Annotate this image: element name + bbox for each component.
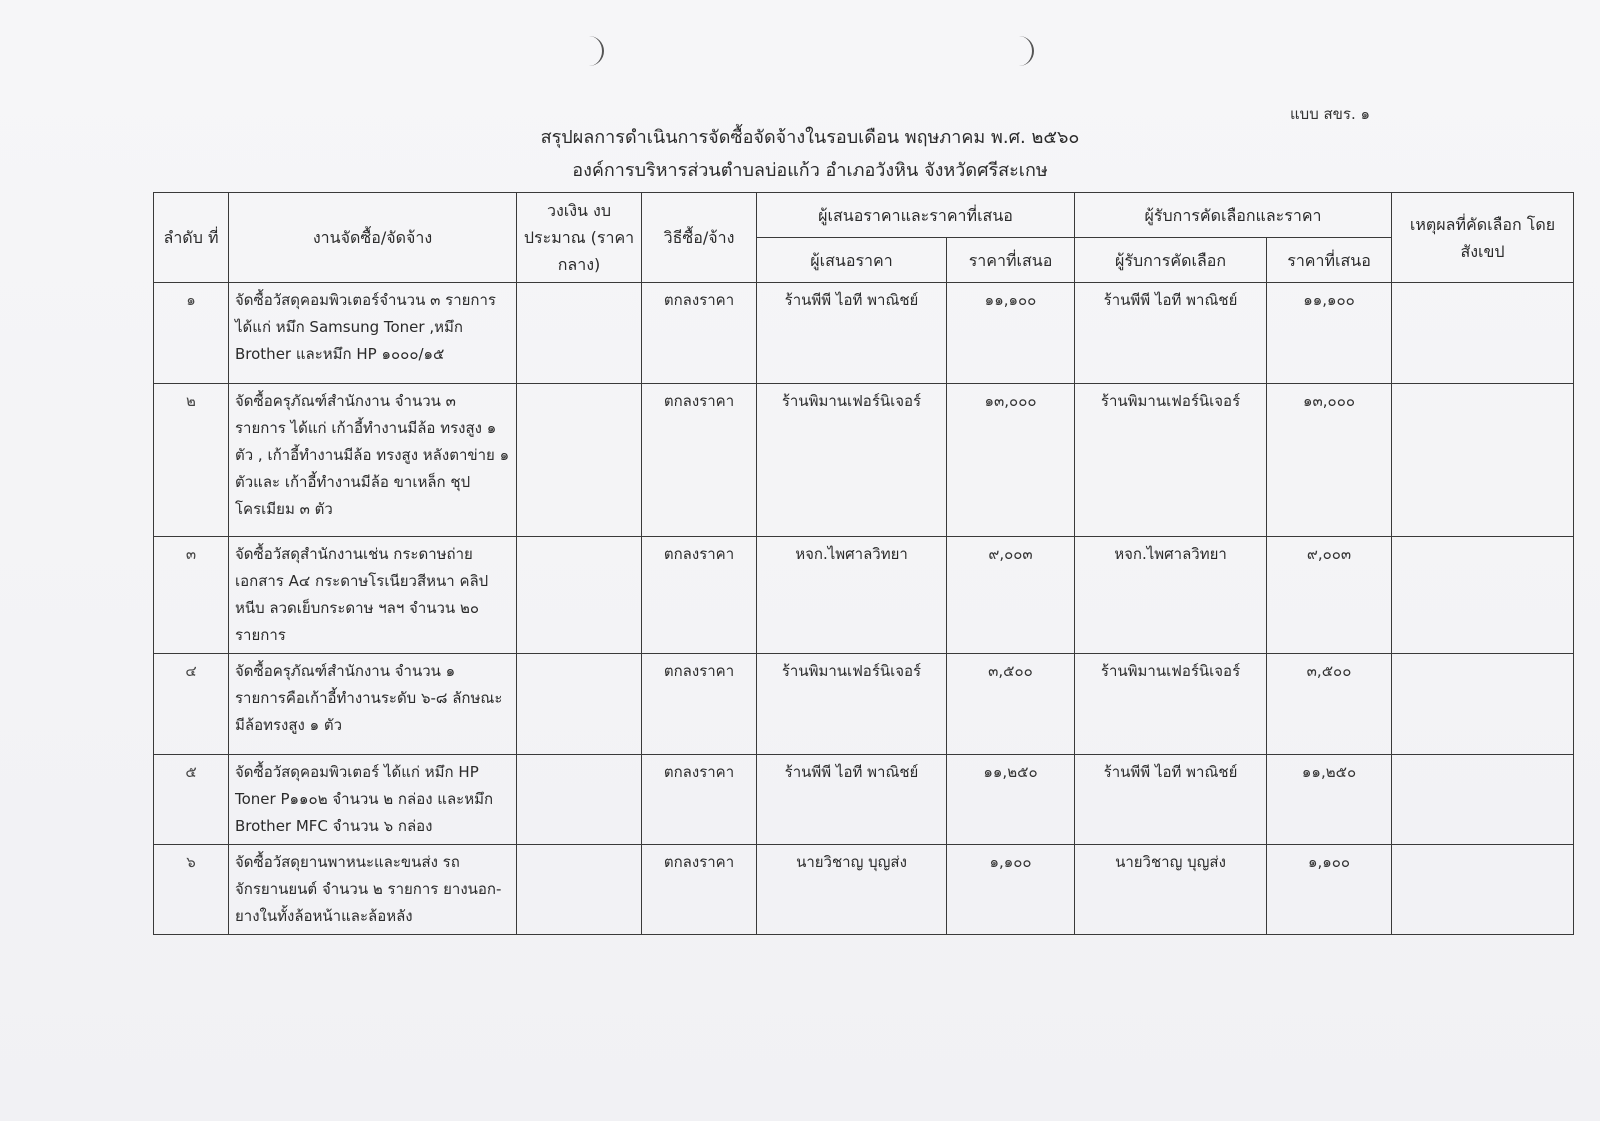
cell-winner: หจก.ไพศาลวิทยา [1075, 537, 1267, 654]
cell-winner-price: ๑๑,๑๐๐ [1267, 283, 1392, 384]
header-budget: วงเงิน งบประมาณ (ราคากลาง) [517, 193, 642, 283]
cell-budget [517, 384, 642, 537]
cell-bid-price: ๑๑,๑๐๐ [947, 283, 1075, 384]
cell-winner: ร้านพีพี ไอที พาณิชย์ [1075, 755, 1267, 845]
cell-winner: ร้านพีพี ไอที พาณิชย์ [1075, 283, 1267, 384]
cell-task: จัดซื้อครุภัณฑ์สำนักงาน จำนวน ๑ รายการคือเก้าอี้ทำงานระดับ ๖-๘ ลักษณะมีล้อทรงสูง ๑ ตัว [229, 654, 517, 755]
table-row [154, 537, 1574, 654]
table-row [154, 384, 1574, 537]
cell-bidder: ร้านพิมานเฟอร์นิเจอร์ [757, 384, 947, 537]
header-no: ลำดับ ที่ [154, 193, 229, 283]
table-row [154, 755, 1574, 845]
cell-reason [1392, 845, 1574, 935]
cell-reason [1392, 283, 1574, 384]
cell-winner-price: ๑๑,๒๕๐ [1267, 755, 1392, 845]
header-bidder: ผู้เสนอราคา [757, 238, 947, 283]
cell-winner-price: ๑,๑๐๐ [1267, 845, 1392, 935]
cell-winner: ร้านพิมานเฟอร์นิเจอร์ [1075, 384, 1267, 537]
header-winner-price: ราคาที่เสนอ [1267, 238, 1392, 283]
cell-method: ตกลงราคา [642, 654, 757, 755]
cell-bid-price: ๓,๕๐๐ [947, 654, 1075, 755]
procurement-summary-table [153, 192, 1574, 935]
cell-winner-price: ๙,๐๐๓ [1267, 537, 1392, 654]
header-winner: ผู้รับการคัดเลือก [1075, 238, 1267, 283]
document-subtitle: องค์การบริหารส่วนตำบลบ่อแก้ว อำเภอวังหิน จังหวัดศรีสะเกษ [572, 160, 1048, 181]
header-reason: เหตุผลที่คัดเลือก โดยสังเขป [1392, 193, 1574, 283]
cell-budget [517, 755, 642, 845]
cell-budget [517, 537, 642, 654]
cell-bidder: ร้านพีพี ไอที พาณิชย์ [757, 283, 947, 384]
table-header-row [154, 193, 1574, 238]
cell-method: ตกลงราคา [642, 283, 757, 384]
cell-method: ตกลงราคา [642, 384, 757, 537]
header-task: งานจัดซื้อ/จัดจ้าง [229, 193, 517, 283]
cell-no: ๑ [154, 283, 229, 384]
cell-no: ๕ [154, 755, 229, 845]
cell-bid-price: ๑๓,๐๐๐ [947, 384, 1075, 537]
cell-reason [1392, 384, 1574, 537]
cell-bidder: ร้านพีพี ไอที พาณิชย์ [757, 755, 947, 845]
table-row [154, 283, 1574, 384]
cell-bid-price: ๑,๑๐๐ [947, 845, 1075, 935]
cell-method: ตกลงราคา [642, 845, 757, 935]
cell-budget [517, 654, 642, 755]
cell-budget [517, 283, 642, 384]
cell-bidder: หจก.ไพศาลวิทยา [757, 537, 947, 654]
header-bid-price: ราคาที่เสนอ [947, 238, 1075, 283]
header-method: วิธีซื้อ/จ้าง [642, 193, 757, 283]
cell-winner-price: ๓,๕๐๐ [1267, 654, 1392, 755]
cell-task: จัดซื้อวัสดุสำนักงานเช่น กระดาษถ่ายเอกสาร A๔ กระดาษโรเนียวสีหนา คลิปหนีบ ลวดเย็บกระดาษ ฯลฯ จำนวน ๒๐ รายการ [229, 537, 517, 654]
cell-bid-price: ๙,๐๐๓ [947, 537, 1075, 654]
cell-bid-price: ๑๑,๒๕๐ [947, 755, 1075, 845]
cell-reason [1392, 654, 1574, 755]
cell-winner-price: ๑๓,๐๐๐ [1267, 384, 1392, 537]
cell-task: จัดซื้อครุภัณฑ์สำนักงาน จำนวน ๓ รายการ ได้แก่ เก้าอี้ทำงานมีล้อ ทรงสูง ๑ ตัว , เก้าอี้ทำงานมีล้อ ทรงสูง หลังตาข่าย ๑ ตัวและ เก้าอี้ทำงานมีล้อ ขาเหล็ก ชุปโครเมียม ๓ ตัว [229, 384, 517, 537]
form-code: แบบ สขร. ๑ [1290, 105, 1371, 123]
cell-winner: ร้านพิมานเฟอร์นิเจอร์ [1075, 654, 1267, 755]
cell-budget [517, 845, 642, 935]
header-winners-group: ผู้รับการคัดเลือกและราคา [1075, 193, 1392, 238]
cell-method: ตกลงราคา [642, 755, 757, 845]
header-bidders-group: ผู้เสนอราคาและราคาที่เสนอ [757, 193, 1075, 238]
cell-task: จัดซื้อวัสดุยานพาหนะและขนส่ง รถจักรยานยนต์ จำนวน ๒ รายการ ยางนอก-ยางในทั้งล้อหน้าและล้อหลัง [229, 845, 517, 935]
cell-task: จัดซื้อวัสดุคอมพิวเตอร์จำนวน ๓ รายการ ได้แก่ หมึก Samsung Toner ,หมึก Brother และหมึก HP ๑๐๐๐/๑๕ [229, 283, 517, 384]
cell-no: ๖ [154, 845, 229, 935]
cell-bidder: ร้านพิมานเฟอร์นิเจอร์ [757, 654, 947, 755]
cell-bidder: นายวิชาญ บุญส่ง [757, 845, 947, 935]
cell-reason [1392, 755, 1574, 845]
cell-winner: นายวิชาญ บุญส่ง [1075, 845, 1267, 935]
cell-no: ๒ [154, 384, 229, 537]
table-row [154, 845, 1574, 935]
document-title: สรุปผลการดำเนินการจัดซื้อจัดจ้างในรอบเดือน พฤษภาคม พ.ศ. ๒๕๖๐ [540, 127, 1080, 148]
cell-method: ตกลงราคา [642, 537, 757, 654]
cell-no: ๓ [154, 537, 229, 654]
cell-task: จัดซื้อวัสดุคอมพิวเตอร์ ได้แก่ หมึก HP Toner P๑๑๐๒ จำนวน ๒ กล่อง และหมึก Brother MFC จำนวน ๖ กล่อง [229, 755, 517, 845]
table-row [154, 654, 1574, 755]
cell-reason [1392, 537, 1574, 654]
cell-no: ๔ [154, 654, 229, 755]
punch-hole-mark [1012, 36, 1034, 66]
punch-hole-mark [582, 36, 604, 66]
